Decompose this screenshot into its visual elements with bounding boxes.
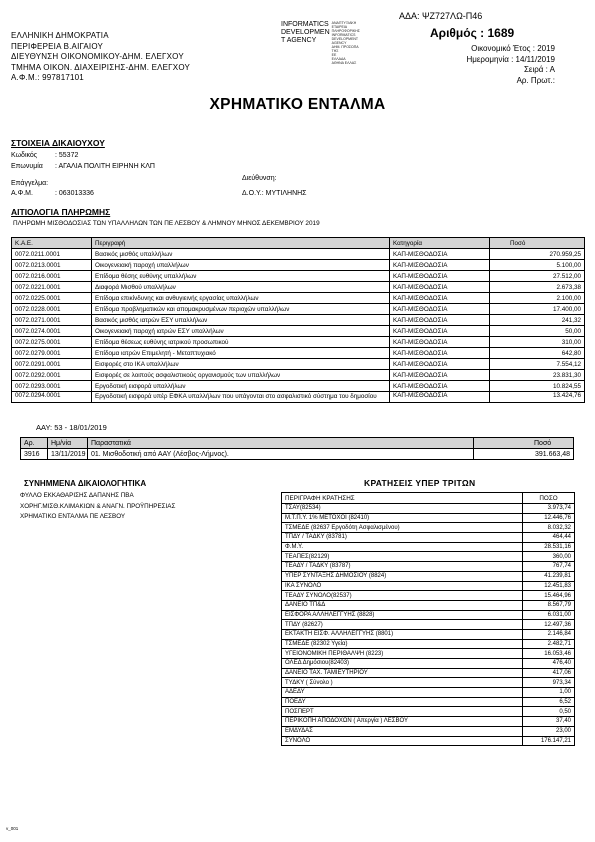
issuer-line: ΠΕΡΙΦΕΡΕΙΑ Β.ΑΙΓΑΙΟΥ: [11, 41, 104, 51]
table-row: [12, 348, 585, 359]
ada-code: ΑΔΑ: ΨΖ727ΛΩ-Π46: [399, 11, 483, 21]
beneficiary-name-value: : ΑΓΑΛΙΑ ΠΟΛΙΤΗ ΕΙΡΗΝΗ ΚΛΠ: [55, 163, 155, 170]
aay-header-date: Ημ/νία: [48, 438, 88, 449]
table-row: [12, 337, 585, 348]
deduction-description: ΟΛΕΔ Δημόσιου(82403): [282, 659, 523, 669]
table-row: [12, 260, 585, 271]
category: ΚΑΠ-ΜΙΣΘΟΔΟΣΙΑ: [390, 271, 490, 282]
kae-code: 0072.0279.0001: [12, 348, 92, 359]
category: ΚΑΠ-ΜΙΣΘΟΔΟΣΙΑ: [390, 359, 490, 370]
table-row: [282, 629, 575, 639]
amount: 10.824,55: [490, 381, 585, 392]
deduction-description: Μ.Τ.Π.Υ. 1% ΜΕΤΟΧΟΙ (82410): [282, 513, 523, 523]
category: ΚΑΠ-ΜΙΣΘΟΔΟΣΙΑ: [390, 249, 490, 260]
deduction-description: ΤΣΜΕΔΕ (82302 Υγεία): [282, 639, 523, 649]
category: ΚΑΠ-ΜΙΣΘΟΔΟΣΙΑ: [390, 315, 490, 326]
table-row: [12, 315, 585, 326]
table-row: [282, 707, 575, 717]
afm-label: Α.Φ.Μ.: [11, 190, 33, 197]
table-row: [12, 249, 585, 260]
description: Βασικός μισθός ιατρών ΕΣΥ υπαλλήλων: [92, 315, 390, 326]
deduction-description: ΤΕΑΔΥ ΣΥΝΟΛΟ(82537): [282, 591, 523, 601]
deduction-amount: 464,44: [523, 533, 575, 543]
deduction-amount: 1,00: [523, 688, 575, 698]
aay-table: [20, 437, 574, 460]
deduction-amount: 12.497,36: [523, 620, 575, 630]
aay-number: 3916: [21, 449, 48, 460]
deductions-header-description: ΠΕΡΙΓΡΑΦΗ ΚΡΑΤΗΣΗΣ: [282, 493, 523, 504]
deduction-amount: 8.032,32: [523, 523, 575, 533]
deduction-amount: 28.531,16: [523, 542, 575, 552]
deduction-description: ΕΙΣΦΟΡΑ ΑΛΛΗΛΕΓΓΥΗΣ (8828): [282, 610, 523, 620]
kae-code: 0072.0221.0001: [12, 282, 92, 293]
deduction-description: ΤΠΔΥ / ΤΑΔΚΥ (83781): [282, 533, 523, 543]
agency-logo: [281, 21, 360, 65]
table-row: [282, 639, 575, 649]
kae-code: 0072.0228.0001: [12, 304, 92, 315]
deductions-header-amount: ΠΟΣΟ: [523, 493, 575, 504]
amount: 270.959,25: [490, 249, 585, 260]
issuer-line: Α.Φ.Μ.: 997817101: [11, 73, 84, 82]
issue-date: Ημερομηνία : 14/11/2019: [466, 54, 555, 64]
table-row: [282, 620, 575, 630]
deduction-amount: 176.147,21: [523, 736, 575, 746]
footer-code: v_001: [6, 826, 19, 831]
aay-header-row: [21, 438, 574, 449]
deduction-description: ΔΑΝΕΙΟ ΤΠ&Δ: [282, 600, 523, 610]
table-row: [282, 717, 575, 727]
document-number: Αριθμός : 1689: [430, 26, 515, 40]
description: Εργοδοτική εισφορά υπαλλήλων: [92, 381, 390, 392]
kae-code: 0072.0216.0001: [12, 271, 92, 282]
deduction-description: ΕΜΔΥΔΑΣ: [282, 726, 523, 736]
deduction-description: ΠΟΕΔΥ: [282, 697, 523, 707]
category: ΚΑΠ-ΜΙΣΘΟΔΟΣΙΑ: [390, 337, 490, 348]
logo-line: INFORMATICS: [281, 21, 329, 28]
kae-code: 0072.0225.0001: [12, 293, 92, 304]
deduction-amount: 2.146,84: [523, 629, 575, 639]
aay-header-document: Παραστατικά: [88, 438, 474, 449]
deductions-table: [281, 492, 575, 746]
description: Εισφορές σε λοιπούς ασφαλιστικούς οργανισμούς των υπαλλήλων: [92, 370, 390, 381]
deduction-amount: 16.053,46: [523, 649, 575, 659]
category: ΚΑΠ-ΜΙΣΘΟΔΟΣΙΑ: [390, 348, 490, 359]
deduction-description: ΠΟΣΠΕΡΤ: [282, 707, 523, 717]
description: Επίδομα θέσης ευθύνης υπαλλήλων: [92, 271, 390, 282]
table-row: [12, 392, 585, 403]
kae-code: 0072.0274.0001: [12, 326, 92, 337]
table-row: [282, 542, 575, 552]
aay-document: 01. Μισθοδοτική από ΑΑΥ (Λέσβος-Λήμνος).: [88, 449, 474, 460]
table-row: [12, 304, 585, 315]
table-row: [282, 513, 575, 523]
category: ΚΑΠ-ΜΙΣΘΟΔΟΣΙΑ: [390, 260, 490, 271]
profession-label: Επάγγελμα:: [11, 180, 49, 187]
category: ΚΑΠ-ΜΙΣΘΟΔΟΣΙΑ: [390, 282, 490, 293]
deduction-description: ΤΕΑΠΕΣ(82129): [282, 552, 523, 562]
table-row: [12, 370, 585, 381]
deduction-amount: 360,00: [523, 552, 575, 562]
table-row: [282, 668, 575, 678]
deduction-amount: 3.973,74: [523, 504, 575, 514]
category: ΚΑΠ-ΜΙΣΘΟΔΟΣΙΑ: [390, 326, 490, 337]
deduction-amount: 37,40: [523, 717, 575, 727]
kae-code: 0072.0294.0001: [12, 392, 92, 403]
category: ΚΑΠ-ΜΙΣΘΟΔΟΣΙΑ: [390, 392, 490, 403]
aay-label: ΑΑΥ: 53 - 18/01/2019: [36, 423, 107, 432]
logo-small-line: ΑΝΑΠΤΥΞΙΑΚΗ: [331, 21, 357, 25]
header-category: Κατηγορία: [390, 238, 490, 249]
description: Οικογενειακή παροχή υπαλλήλων: [92, 260, 390, 271]
amount: 2.673,38: [490, 282, 585, 293]
table-row: [12, 271, 585, 282]
amount: 5.100,00: [490, 260, 585, 271]
deduction-amount: 0,50: [523, 707, 575, 717]
category: ΚΑΠ-ΜΙΣΘΟΔΟΣΙΑ: [390, 370, 490, 381]
deduction-description: ΥΓΕΙΟΝΟΜΙΚΗ ΠΕΡΙΘΑΛΨΗ (8223): [282, 649, 523, 659]
description: Επίδομα επικίνδυνης και ανθυγιεινής εργασίας υπαλλήλων: [92, 293, 390, 304]
deduction-description: ΣΥΝΟΛΟ: [282, 736, 523, 746]
table-row: [282, 678, 575, 688]
kae-code: 0072.0211.0001: [12, 249, 92, 260]
table-row: [282, 736, 575, 746]
table-row: [282, 552, 575, 562]
aay-header-number: Αρ.: [21, 438, 48, 449]
deduction-amount: 12.446,76: [523, 513, 575, 523]
payments-table: [11, 237, 585, 403]
table-row: [282, 533, 575, 543]
deduction-amount: 417,06: [523, 668, 575, 678]
beneficiary-code-label: Κωδικός: [11, 152, 38, 159]
category: ΚΑΠ-ΜΙΣΘΟΔΟΣΙΑ: [390, 304, 490, 315]
aay-date: 13/11/2019: [48, 449, 88, 460]
logo-small-line: ΔΗΜ. ΠΡΟΣΩΠΑ ΤΗΣ: [331, 45, 359, 53]
amount: 241,32: [490, 315, 585, 326]
description: Βασικός μισθός υπαλλήλων: [92, 249, 390, 260]
afm-value: : 063013336: [55, 190, 94, 197]
table-row: [282, 571, 575, 581]
kae-code: 0072.0213.0001: [12, 260, 92, 271]
deductions-header-row: [282, 493, 575, 504]
table-row: [282, 562, 575, 572]
logo-small-line: ΑΘΗΝΑ ΕΛΛΑΣ: [331, 61, 357, 65]
description: Οικογενειακή παροχή ιατρών ΕΣΥ υπαλλήλων: [92, 326, 390, 337]
deduction-amount: 6.031,00: [523, 610, 575, 620]
amount: 642,80: [490, 348, 585, 359]
table-row: [12, 381, 585, 392]
amount: 7.554,12: [490, 359, 585, 370]
deduction-amount: 767,74: [523, 562, 575, 572]
fiscal-year: Οικονομικό Έτος : 2019: [471, 44, 555, 53]
deduction-description: ΥΠΕΡ ΣΥΝΤΑΞΗΣ ΔΗΜΟΣΙΟΥ (8824): [282, 571, 523, 581]
logo-small-line: ΕΤΑΙΡΕΙΑ ΠΛΗΡΟΦΟΡΙΚΗΣ: [331, 25, 360, 33]
logo-line: DEVELOPMEN: [281, 29, 330, 36]
table-row: [282, 688, 575, 698]
description: Επίδομα θέσεως ευθύνης ιατρικού προσωπικού: [92, 337, 390, 348]
beneficiary-section-title: ΣΤΟΙΧΕΙΑ ΔΙΚΑΙΟΥΧΟΥ: [11, 138, 105, 148]
beneficiary-code-value: : 55372: [55, 152, 79, 159]
table-row: [282, 659, 575, 669]
amount: 50,00: [490, 326, 585, 337]
document-meta: [466, 44, 555, 86]
amount: 2.100,00: [490, 293, 585, 304]
address-label: Διεύθυνση:: [242, 175, 277, 182]
amount: 310,00: [490, 337, 585, 348]
deduction-description: ΤΥΔΚΥ ( Σύνολο ): [282, 678, 523, 688]
table-row: [282, 581, 575, 591]
header-kae: Κ.Α.Ε.: [12, 238, 92, 249]
deduction-amount: 15.464,96: [523, 591, 575, 601]
justification-section-title: ΑΙΤΙΟΛΟΓΙΑ ΠΛΗΡΩΜΗΣ: [11, 207, 111, 217]
list-item: ΦΥΛΛΟ ΕΚΚΑΘΑΡΙΣΗΣ ΔΑΠΑΝΗΣ ΠΒΑ: [20, 492, 134, 499]
attached-docs-list: [20, 491, 175, 523]
deduction-description: ΑΔΕΔΥ: [282, 688, 523, 698]
kae-code: 0072.0293.0001: [12, 381, 92, 392]
beneficiary-name-label: Επωνυμία: [11, 163, 43, 170]
issuer-line: ΕΛΛΗΝΙΚΗ ΔΗΜΟΚΡΑΤΙΑ: [11, 31, 109, 40]
description: Επίδομα προβληματικών και απομακρυσμένων περιοχών υπαλλήλων: [92, 304, 390, 315]
table-row: [12, 293, 585, 304]
kae-code: 0072.0275.0001: [12, 337, 92, 348]
issuer-block: [11, 31, 190, 84]
logo-line: T AGENCY: [281, 37, 317, 44]
deduction-description: ΔΑΝΕΙΟ ΤΑΧ. ΤΑΜΙΕΥΤΗΡΙΟΥ: [282, 668, 523, 678]
logo-small-line: INFORMATICS: [331, 33, 356, 37]
deduction-description: ΙΚΑ ΣΥΝΟΛΟ: [282, 581, 523, 591]
page-title: ΧΡΗΜΑΤΙΚΟ ΕΝΤΑΛΜΑ: [209, 96, 386, 113]
justification-text: ΠΛΗΡΩΜΗ ΜΙΣΘΟΔΟΣΙΑΣ ΤΩΝ ΥΠΑΛΛΗΛΩΝ ΤΩΝ ΠΕ ΛΕΣΒΟΥ & ΛΗΜΝΟΥ ΜΗΝΟΣ ΔΕΚΕΜΒΡΙΟΥ 2019: [13, 220, 320, 227]
kae-code: 0072.0271.0001: [12, 315, 92, 326]
deduction-description: ΕΚΤΑΚΤΗ ΕΙΣΦ. ΑΛΛΗΛΕΓΓΥΗΣ (8801): [282, 629, 523, 639]
deduction-description: Φ.Μ.Υ.: [282, 542, 523, 552]
payments-header-row: [12, 238, 585, 249]
logo-small-line: ΕΕ: [331, 53, 337, 57]
kae-code: 0072.0292.0001: [12, 370, 92, 381]
table-row: [282, 504, 575, 514]
deduction-amount: 41.239,81: [523, 571, 575, 581]
list-item: ΧΟΡΗΓ.ΜΙΣΘ.ΚΛΙΜΑΚΙΩΝ & ΑΝΑΓΝ. ΠΡΟΫΠΗΡΕΣΙΑΣ: [20, 502, 176, 510]
deduction-description: ΤΠΔΥ (82627): [282, 620, 523, 630]
deduction-description: ΤΣΜΕΔΕ (82637 Εργοδότη Ασφαλισμένου): [282, 523, 523, 533]
issuer-line: ΤΜΗΜΑ ΟΙΚΟΝ. ΔΙΑΧΕΙΡΙΣΗΣ-ΔΗΜ. ΕΛΕΓΧΟΥ: [11, 62, 191, 72]
description: Εισφορές στο ΙΚΑ υπαλλήλων: [92, 359, 390, 370]
description: Επίδομα ιατρών Επιμελητή - Μεταπτυχιακό: [92, 348, 390, 359]
table-row: [282, 523, 575, 533]
amount: 13.424,76: [490, 392, 585, 403]
table-row: [282, 610, 575, 620]
deductions-title: ΚΡΑΤΗΣΕΙΣ ΥΠΕΡ ΤΡΙΤΩΝ: [364, 478, 476, 488]
category: ΚΑΠ-ΜΙΣΘΟΔΟΣΙΑ: [390, 381, 490, 392]
table-row: [282, 600, 575, 610]
deduction-amount: 476,40: [523, 659, 575, 669]
description: Διαφορά Μισθού υπαλλήλων: [92, 282, 390, 293]
deduction-description: ΤΕΑΔΥ / ΤΑΔΚΥ (83787): [282, 562, 523, 572]
deduction-description: ΠΕΡΙΚΟΠΗ ΑΠΟΔΟΧΩΝ ( Απεργία ) ΛΕΣΒΟΥ: [282, 717, 523, 727]
table-row: [282, 726, 575, 736]
header-description: Περιγραφή: [92, 238, 390, 249]
category: ΚΑΠ-ΜΙΣΘΟΔΟΣΙΑ: [390, 293, 490, 304]
amount: 17.400,00: [490, 304, 585, 315]
deduction-amount: 23,00: [523, 726, 575, 736]
table-row: [282, 697, 575, 707]
logo-small-line: ΕΛΛΑΔΑ: [331, 57, 346, 61]
list-item: ΧΡΗΜΑΤΙΚΟ ΕΝΤΑΛΜΑ ΠΕ ΛΕΣΒΟΥ: [20, 513, 126, 520]
description: Εργοδοτική εισφορά υπέρ ΕΦΚΑ υπαλλήλων που υπάγονται στο ασφαλιστικό σύστημα του δημοσίου: [92, 392, 390, 403]
aay-header-amount: Ποσό: [474, 438, 574, 449]
issuer-line: ΔΙΕΥΘΥΝΣΗ ΟΙΚΟΝΟΜΙΚΟΥ-ΔΗΜ. ΕΛΕΓΧΟΥ: [11, 52, 184, 61]
deduction-amount: 2.482,71: [523, 639, 575, 649]
tax-office: Δ.Ο.Υ.: ΜΥΤΙΛΗΝΗΣ: [242, 190, 307, 197]
series: Σειρά : Α: [523, 65, 555, 74]
header-amount: Ποσό: [490, 238, 585, 249]
deduction-amount: 973,34: [523, 678, 575, 688]
logo-small-line: DEVELOPMENT AGENCY: [331, 37, 359, 45]
deduction-amount: 6,52: [523, 697, 575, 707]
amount: 27.512,00: [490, 271, 585, 282]
protocol-number: Αρ. Πρωτ.:: [516, 75, 555, 85]
deduction-amount: 8.567,79: [523, 600, 575, 610]
table-row: [12, 326, 585, 337]
attached-docs-title: ΣΥΝΗΜΜΕΝΑ ΔΙΚΑΙΟΛΟΓΗΤΙΚΑ: [24, 479, 147, 488]
table-row: [12, 359, 585, 370]
aay-row: [21, 449, 574, 460]
deduction-description: ΤΣΑΥ(82534): [282, 504, 523, 514]
table-row: [282, 591, 575, 601]
table-row: [282, 649, 575, 659]
aay-amount: 391.663,48: [474, 449, 574, 460]
amount: 23.831,30: [490, 370, 585, 381]
deduction-amount: 12.451,83: [523, 581, 575, 591]
table-row: [12, 282, 585, 293]
kae-code: 0072.0291.0001: [12, 359, 92, 370]
